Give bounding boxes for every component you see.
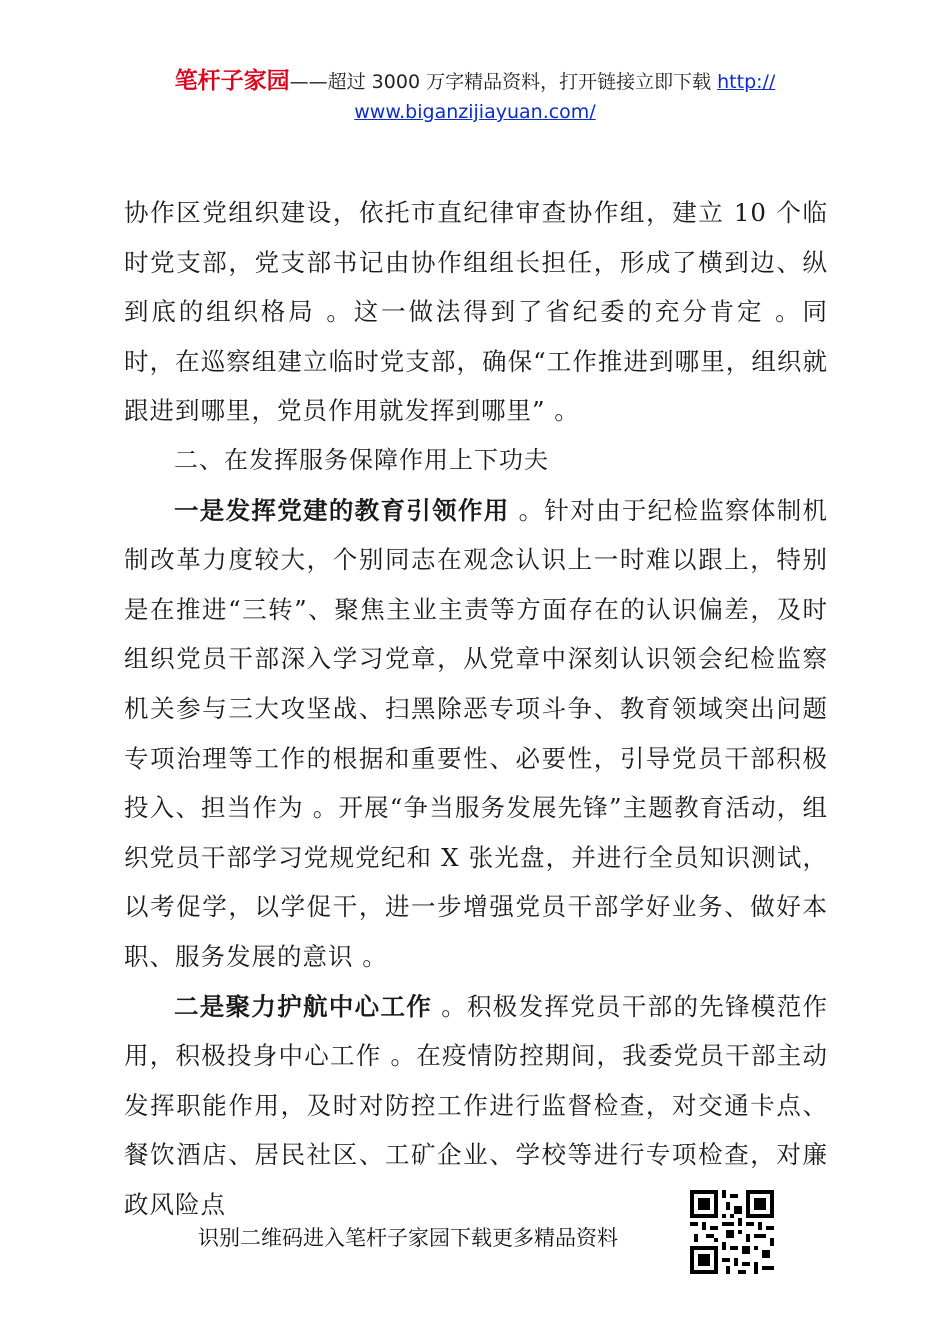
header-line-1 <box>0 66 950 97</box>
header-line-2 <box>0 97 950 127</box>
document-body <box>124 188 828 1229</box>
footer-caption: 识别二维码进入笔杆子家园下载更多精品资料 <box>198 1226 618 1250</box>
download-link[interactable]: http:// <box>717 71 776 93</box>
paragraph-lead: 二是聚力护航中心工作 <box>174 991 433 1021</box>
brand-name: 笔杆子家园 <box>174 68 290 94</box>
header-tagline: ——超过 3000 万字精品资料，打开链接立即下载 <box>289 71 718 93</box>
download-link-url[interactable]: www.biganzijiayuan.com/ <box>354 101 596 123</box>
paragraph-text: 。针对由于纪检监察体制机制改革力度较大，个别同志在观念认识上一时难以跟上，特别是在推进“三转”、聚焦主业主责等方面存在的认识偏差，及时组织党员干部深入学习党章，从党章中深刻认识领会纪检监察机关参与三大攻坚战、扫黑除恶专项斗争、教育领域突出问题专项治理等工作的根据和重要性、必要性，引导党员干部积极投入、担当作为 。开展“争当服务发展先锋”主题教育活动，组织党员干部学习党规党纪和 X 张光盘，并进行全员知识测试，以考促学，以学促干，进一步增强党员干部学好业务、做好本职、服务发展的意识 。 <box>124 495 828 971</box>
paragraph: 协作区党组织建设，依托市直纪律审查协作组，建立 10 个临时党支部，党支部书记由协作组组长担任，形成了横到边、纵到底的组织格局 。这一做法得到了省纪委的充分肯定 。同时，在巡察组建立临时党支部，确保“工作推进到哪里，组织就跟进到哪里，党员作用就发挥到哪里” 。 <box>124 198 828 426</box>
qr-code-icon[interactable] <box>690 1190 774 1274</box>
paragraph-text: 。积极发挥党员干部的先锋模范作用，积极投身中心工作 。在疫情防控期间，我委党员干部主动发挥职能作用，及时对防控工作进行监督检查，对交通卡点、餐饮酒店、居民社区、工矿企业、学校等进行专项检查，对廉政风险点 <box>124 991 829 1219</box>
section-heading: 二、在发挥服务保障作用上下功夫 <box>174 445 549 474</box>
paragraph <box>124 486 828 982</box>
paragraph-lead: 一是发挥党建的教育引领作用 <box>174 495 510 525</box>
page-header <box>0 66 950 127</box>
